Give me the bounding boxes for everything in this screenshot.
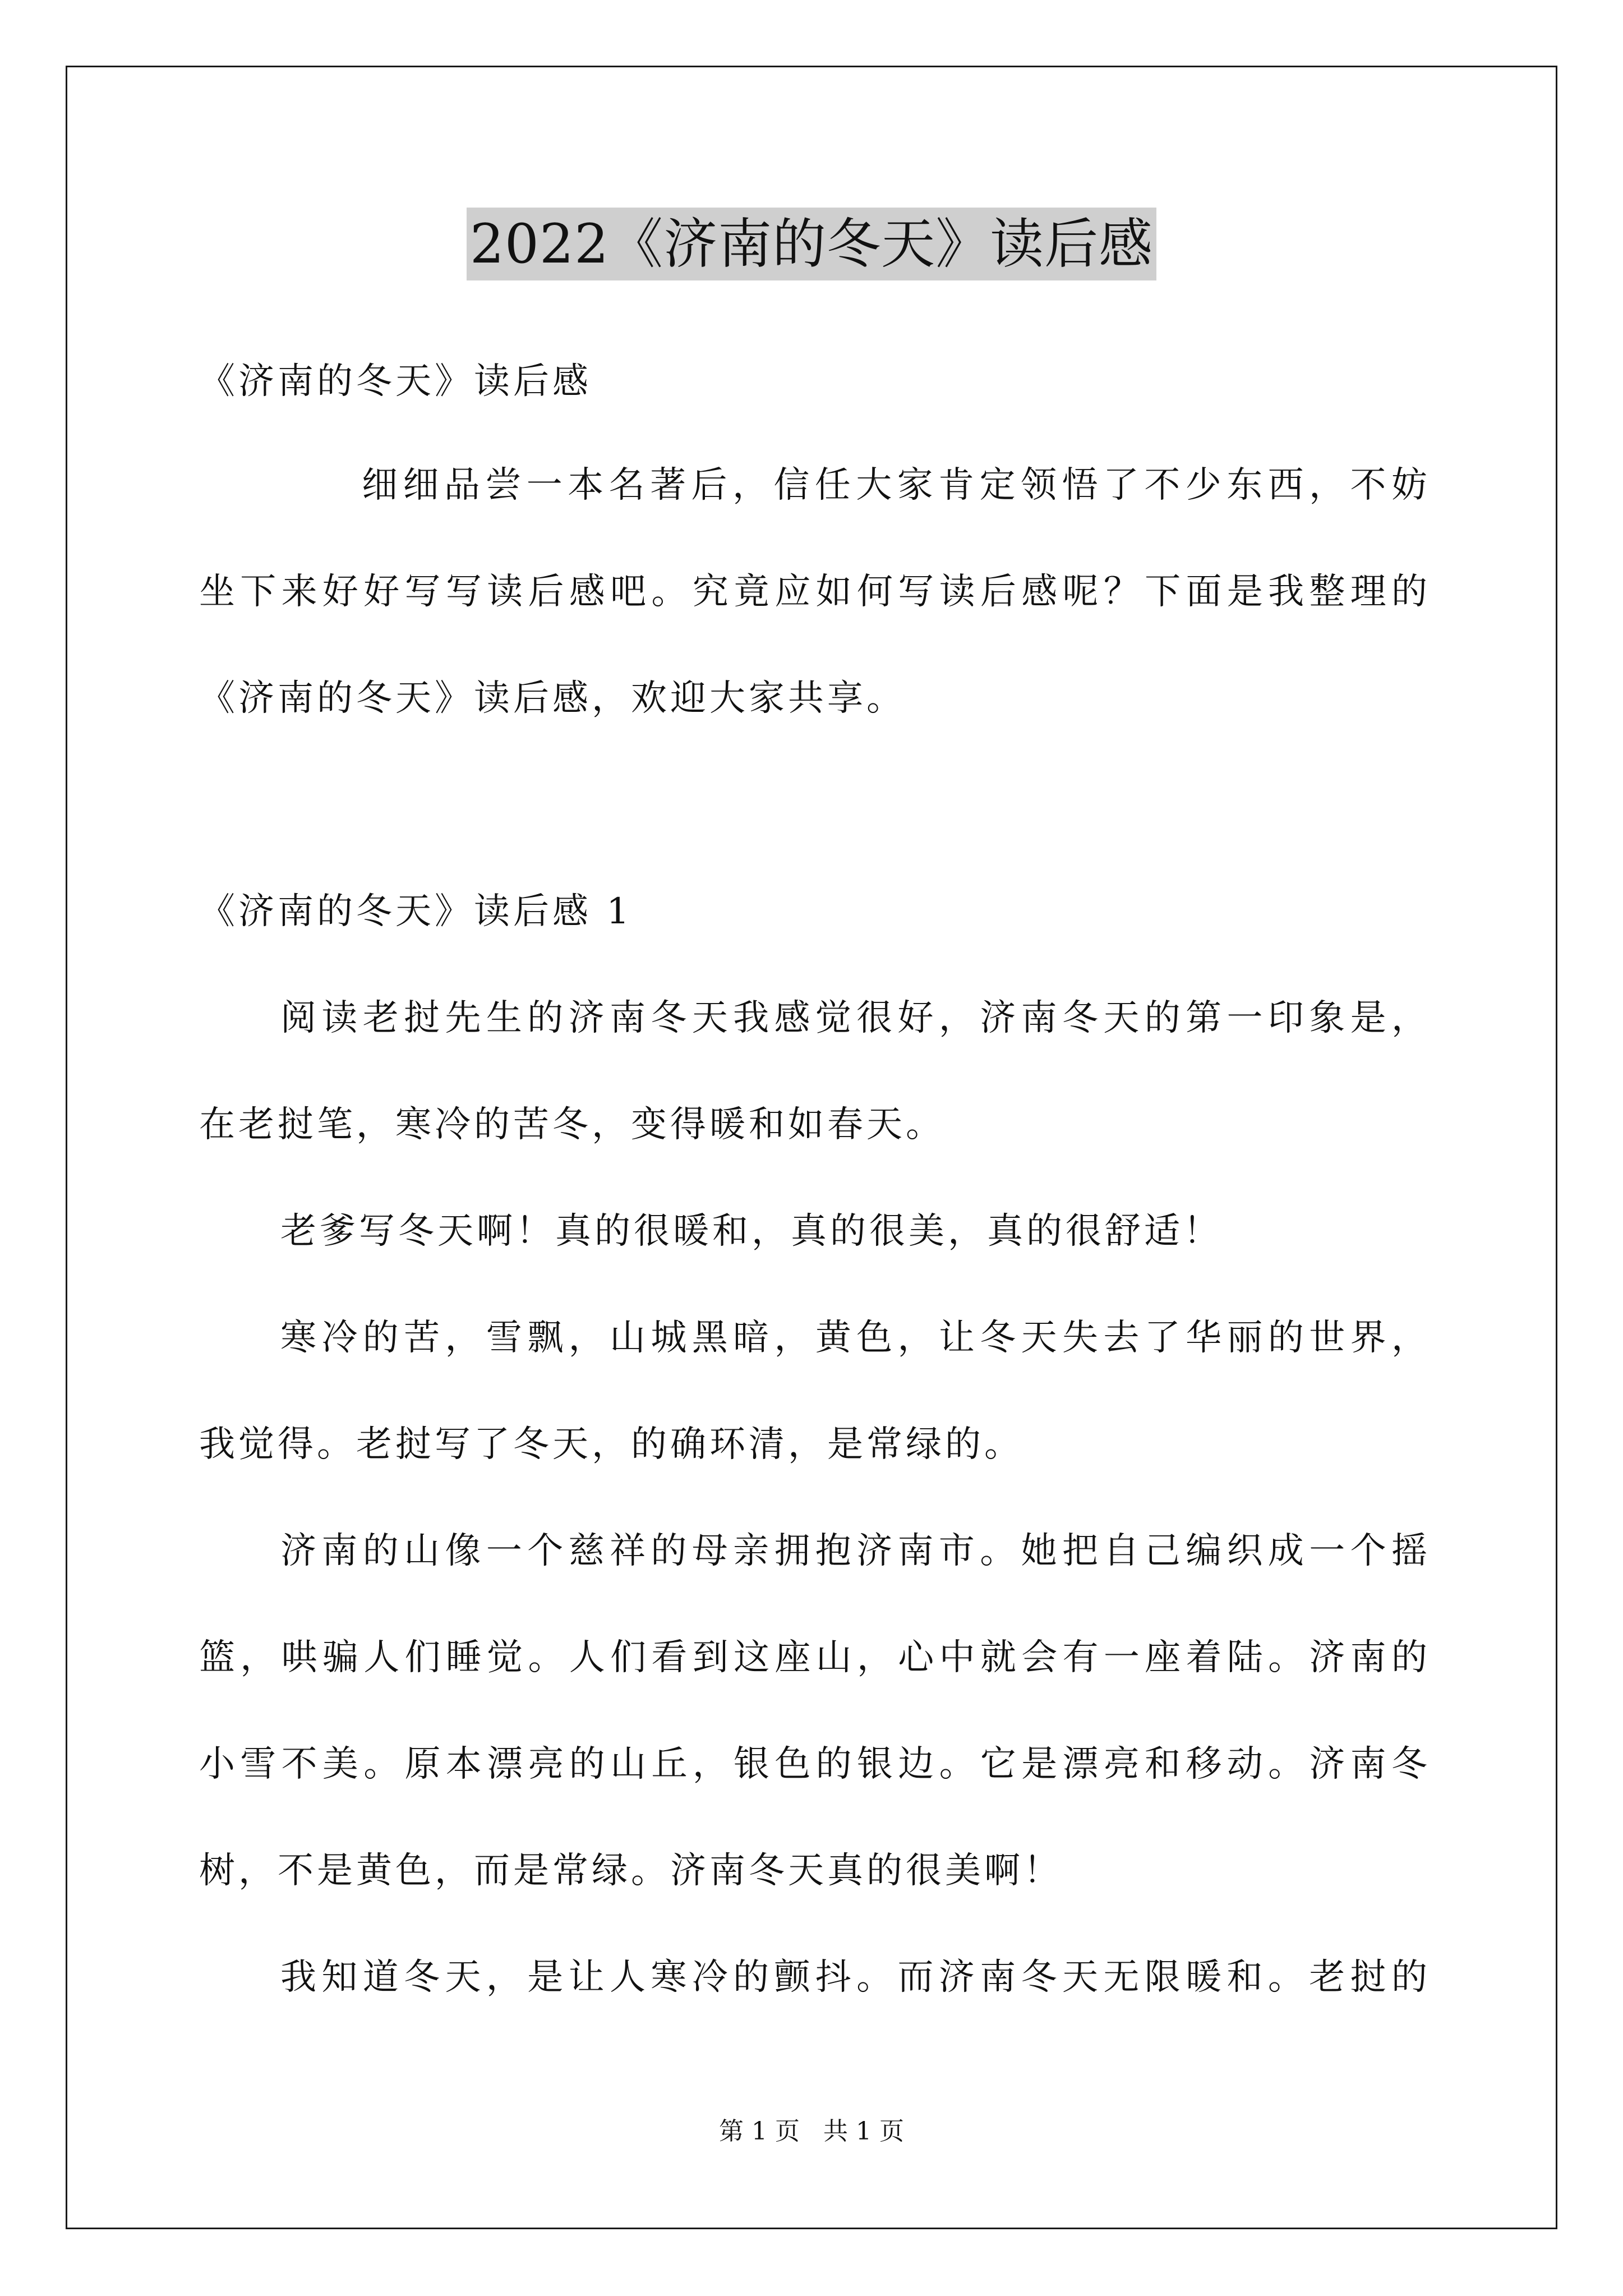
- body-line-7: 篮，哄骗人们睡觉。人们看到这座山，心中就会有一座着陆。济南的: [199, 1637, 1427, 1678]
- body-line-6: 济南的山像一个慈祥的母亲拥抱济南市。她把自己编织成一个摇: [280, 1530, 1427, 1572]
- intro-line-2: 坐下来好好写写读后感吧。究竟应如何写读后感呢？下面是我整理的: [199, 571, 1427, 613]
- body-line-1: 阅读老挝先生的济南冬天我感觉很好，济南冬天的第一印象是，: [280, 997, 1427, 1039]
- body-line-10: 我知道冬天，是让人寒冷的颤抖。而济南冬天无限暖和。老挝的: [280, 1957, 1427, 1998]
- document-subtitle: 《济南的冬天》读后感: [199, 361, 592, 402]
- body-line-8: 小雪不美。原本漂亮的山丘，银色的银边。它是漂亮和移动。济南冬: [199, 1743, 1427, 1785]
- section-heading: 《济南的冬天》读后感 1: [199, 891, 633, 932]
- body-line-5: 我觉得。老挝写了冬天，的确环清，是常绿的。: [199, 1424, 1023, 1465]
- intro-line-1: 细细品尝一本名著后，信任大家肯定领悟了不少东西，不妨: [362, 464, 1427, 506]
- body-line-3: 老爹写冬天啊！真的很暖和，真的很美，真的很舒适！: [280, 1211, 1223, 1252]
- body-line-4: 寒冷的苦，雪飘，山城黑暗，黄色，让冬天失去了华丽的世界，: [280, 1317, 1427, 1359]
- page-number: 第 1 页: [719, 2117, 800, 2146]
- body-line-9: 树，不是黄色，而是常绿。济南冬天真的很美啊！: [199, 1850, 1063, 1892]
- body-line-2: 在老挝笔，寒冷的苦冬，变得暖和如春天。: [199, 1104, 945, 1145]
- title-wrapper: [0, 208, 1623, 280]
- intro-line-3: 《济南的冬天》读后感，欢迎大家共享。: [199, 678, 906, 719]
- page-footer: [0, 2115, 1623, 2148]
- document-title: 2022《济南的冬天》读后感: [467, 208, 1156, 280]
- page-total: 共 1 页: [823, 2117, 904, 2146]
